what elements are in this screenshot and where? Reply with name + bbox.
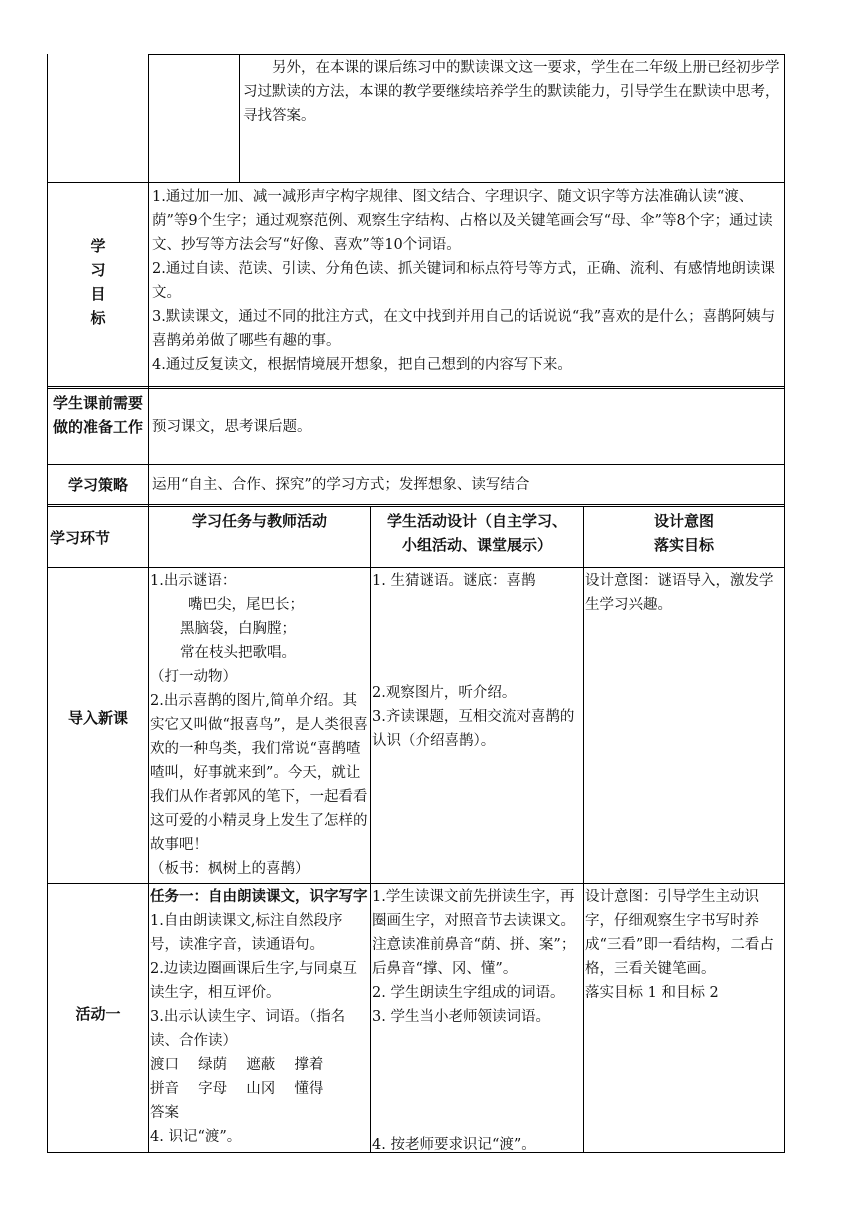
- activity1-student-1: 1.学生读课文前先拼读生字，再圈画生字，对照音节去读课文。注意读准前鼻音“荫、拼、案”；后鼻音“撑、冈、懂”。: [372, 889, 576, 977]
- goals-label: [48, 234, 148, 330]
- activity1-student-3: 3. 学生当小老师领读词语。: [372, 1009, 550, 1025]
- prep-content: 预习课文，思考课后题。: [152, 419, 312, 435]
- header-student-line1: 学生活动设计（自主学习、: [386, 512, 567, 530]
- riddle-line: 常在枝头把歌唱。: [180, 645, 296, 661]
- goal-item: 2.通过自读、范读、引读、分角色读、抓关键词和标点符号等方式，正确、流利、有感情地朗读课文。: [152, 261, 775, 301]
- goal-item: 3.默读课文，通过不同的批注方式，在文中找到并用自己的话说说“我”喜欢的是什么；喜鹊阿姨与喜鹊弟弟做了哪些有趣的事。: [152, 309, 776, 349]
- activity1-teacher-4: 4. 识记“渡”。: [150, 1129, 242, 1145]
- table-border: [47, 182, 785, 183]
- activity1-target: 落实目标 1 和目标 2: [585, 985, 719, 1001]
- goal-item: 4.通过反复读文，根据情境展开想象，把自己想到的内容写下来。: [152, 357, 572, 373]
- table-border: [47, 464, 785, 465]
- activity1-teacher-3: 3.出示认读生字、词语。（指名读、合作读）: [150, 1009, 346, 1049]
- strategy-content: 运用“自主、合作、探究”的学习方式；发挥想象、读写结合: [152, 477, 530, 493]
- word-line: 拼音 字母 山冈 懂得: [150, 1081, 324, 1097]
- header-student-line2: 小组活动、课堂展示）: [401, 536, 552, 554]
- goals-label-char: 学: [90, 237, 106, 255]
- word-line: 渡口 绿荫 遮蔽 撑着: [150, 1057, 324, 1073]
- table-border: [583, 506, 584, 1153]
- activity1-student-2: 2. 学生朗读生字组成的词语。: [372, 985, 565, 1001]
- header-intent-line1: 设计意图: [653, 512, 714, 530]
- header-student: [371, 509, 583, 557]
- prep-label: 学生课前需要做的准备工作: [52, 394, 143, 436]
- table-border: [47, 567, 785, 568]
- header-intent: [584, 509, 784, 557]
- riddle-line: 嘴巴尖，尾巴长；: [188, 597, 304, 613]
- header-stage: 学习环节: [50, 529, 111, 547]
- intro-student-2-3: [372, 681, 583, 753]
- activity1-teacher-2: 2.边读边圈画课后生字,与同桌互读生字，相互评价。: [150, 961, 357, 1001]
- table-border: [148, 54, 149, 1153]
- header-intent-line2: 落实目标: [653, 536, 714, 554]
- activity1-intent-cell: [585, 885, 784, 1005]
- goals-label-char: 习: [90, 261, 106, 279]
- riddle-hint: （打一动物）: [150, 669, 237, 685]
- analysis-paragraph: 另外，在本课的课后练习中的默读课文这一要求，学生在二年级上册已经初步学习过默读的方法，本课的教学要继续培养学生的默读能力，引导学生在默读中思考，寻找答案。: [243, 60, 780, 124]
- intro-student-3: 3.齐读课题，互相交流对喜鹊的认识（介绍喜鹊）。: [372, 709, 575, 749]
- header-task: 学习任务与教师活动: [191, 512, 327, 530]
- goal-item: 1.通过加一加、减一减形声字构字规律、图文结合、字理识字、随文识字等方法准确认读“渡、荫”等9个生字；通过观察范例、观察生字结构、占格以及关键笔画会写“母、伞”等8个字；通过读文、抄写等方法会写“好像、喜欢”等10个词语。: [152, 189, 773, 253]
- table-border: [47, 388, 785, 389]
- activity1-stage: 活动一: [75, 1005, 121, 1023]
- table-border: [47, 386, 785, 387]
- strategy-label: 学习策略: [67, 476, 128, 494]
- word-line: 答案: [150, 1105, 179, 1121]
- goals-label-char: 标: [90, 309, 106, 327]
- intro-teacher-3: （板书：枫树上的喜鹊）: [150, 861, 310, 877]
- table-border: [47, 506, 785, 507]
- intro-intent: 设计意图：谜语导入，激发学生学习兴趣。: [585, 573, 774, 613]
- intro-teacher-2: 2.出示喜鹊的图片,简单介绍。其实它又叫做“报喜鸟”，是人类很喜欢的一种鸟类，我们常说“喜鹊喳喳叫，好事就来到”。今天，就让我们从作者郭风的笔下，一起看看这可爱的小精灵身上发生了怎样的故事吧！: [150, 693, 368, 853]
- riddle-line: 黑脑袋，白胸膛；: [180, 621, 296, 637]
- intro-stage: 导入新课: [67, 709, 128, 727]
- intro-student-2: 2.观察图片，听介绍。: [372, 685, 517, 701]
- activity1-intent: 设计意图：引导学生主动识字，仔细观察生字书写时养成“三看”即一看结构，二看占格，三看关键笔画。: [585, 889, 774, 977]
- analysis-continuation-cell: [241, 55, 784, 128]
- intro-teacher-cell: [150, 569, 370, 881]
- task-title: 任务一：自由朗读课文，识字写字: [150, 889, 368, 905]
- table-border: [370, 506, 371, 1153]
- goals-cell: [150, 185, 784, 377]
- table-border: [47, 54, 48, 1153]
- table-border: [239, 54, 240, 182]
- table-border: [47, 883, 785, 884]
- intro-teacher-1: 1.出示谜语：: [150, 573, 237, 589]
- activity1-teacher-cell: [150, 885, 370, 1149]
- table-border: [784, 54, 785, 1153]
- goals-label-char: 目: [90, 285, 106, 303]
- activity1-student-4: 4. 按老师要求识记“渡”。: [372, 1137, 536, 1153]
- intro-student-1: 1. 生猜谜语。谜底：喜鹊: [372, 573, 536, 589]
- activity1-teacher-1: 1.自由朗读课文,标注自然段序号，读准字音，读通语句。: [150, 913, 343, 953]
- activity1-student-cell: [372, 885, 583, 1029]
- table-border: [47, 504, 785, 505]
